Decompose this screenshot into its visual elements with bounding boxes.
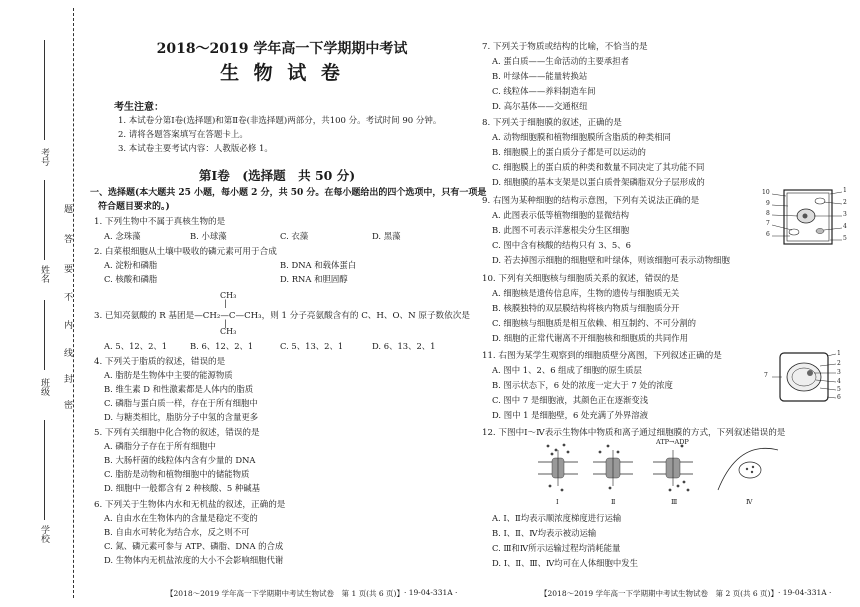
seal-char: 要 — [64, 265, 74, 275]
seal-char: 线 — [64, 349, 74, 359]
question-option: A. 淀粉和磷脂 — [104, 260, 158, 270]
question-stem: 8. 下列关于细胞膜的叙述，正确的是 — [482, 118, 622, 128]
page-code: · 19-04-331A · — [778, 588, 832, 597]
page-footer: 【2018～2019 学年高一下学期期中考试生物试卷 第 2 页(共 6 页)】 — [540, 589, 778, 598]
transport-label: Ⅲ — [671, 498, 678, 506]
cell-label: 10 — [762, 189, 770, 196]
page-code: · 19-04-331A · — [404, 588, 458, 597]
question-stem: 1. 下列生物中不属于真核生物的是 — [94, 217, 226, 227]
seal-char: 不 — [64, 293, 74, 303]
transport-label: Ⅰ — [556, 498, 559, 506]
question-stem: 6. 下列关于生物体内水和无机盐的叙述，正确的是 — [94, 500, 286, 510]
seal-dashed-line — [73, 8, 74, 598]
cell-label: 2 — [843, 199, 847, 206]
plasmo-label: 5 — [837, 386, 841, 393]
question-stem: 3. 已知亮氨酸的 R 基团是—CH₂—C—CH₃，则 1 分子亮氨酸含有的 C、H、O、N 原子数依次是 — [94, 311, 470, 321]
cell-label: 5 — [843, 235, 847, 242]
question-option: C. 线粒体——养料制造车间 — [492, 86, 596, 96]
transport-label: Ⅳ — [746, 498, 753, 506]
question-stem: 2. 白菜根细胞从土壤中吸收的磷元素可用于合成 — [94, 247, 277, 257]
question-option: B. 维生素 D 和性激素都是人体内的脂质 — [104, 384, 254, 394]
question-option: D. 若去掉图示细胞的细胞壁和叶绿体，则该细胞可表示动物细胞 — [492, 255, 730, 265]
question-option: B. 小球藻 — [190, 231, 227, 241]
question-option: D. 高尔基体——交通枢纽 — [492, 101, 588, 111]
question-option: D. RNA 和胆固醇 — [280, 274, 348, 284]
cell-label: 9 — [766, 200, 770, 207]
notice-item: 1. 本试卷分第Ⅰ卷(选择题)和第Ⅱ卷(非选择题)两部分，共100 分。考试时间 90 分钟。 — [118, 116, 442, 126]
cell-label: 7 — [766, 220, 770, 227]
cell-label: 8 — [766, 210, 770, 217]
binding-margin — [0, 0, 78, 607]
question-option: D. Ⅰ、Ⅱ、Ⅲ、Ⅳ均可在人体细胞中发生 — [492, 558, 639, 568]
question-option: C. 脂肪是动物和植物细胞中的储能物质 — [104, 469, 250, 479]
formula-bar: | — [224, 299, 227, 308]
membrane-transport-figure — [538, 440, 788, 506]
name-label: 姓名 — [39, 265, 49, 283]
question-option: A. Ⅰ、Ⅱ均表示顺浓度梯度进行运输 — [492, 513, 622, 523]
cell-label: 4 — [843, 223, 847, 230]
question-option: A. 磷脂分子存在于所有细胞中 — [104, 441, 216, 451]
question-stem: 5. 下列有关细胞中化合物的叙述，错误的是 — [94, 428, 260, 438]
plasmo-label: 3 — [837, 369, 841, 376]
question-option: C. 核酸和磷脂 — [104, 274, 158, 284]
plasmo-label: 2 — [837, 360, 841, 367]
question-option: A. 蛋白质——生命活动的主要承担者 — [492, 56, 629, 66]
formula-top: CH₃ — [220, 291, 237, 300]
seal-char: 答 — [64, 235, 74, 245]
cell-label: 6 — [766, 231, 770, 238]
atp-label: ATP→ADP — [656, 438, 689, 446]
part-1-title: 第Ⅰ卷 (选择题 共 50 分) — [198, 168, 356, 183]
notice-item: 3. 本试卷主要考试内容：人教版必修 1。 — [118, 144, 273, 154]
question-option: A. 动物细胞膜和植物细胞膜所含脂质的种类相同 — [492, 132, 671, 142]
question-option: B. 细胞膜上的蛋白质分子都是可以运动的 — [492, 147, 646, 157]
question-option: D. 细胞膜的基本支架是以蛋白质骨架磷脂双分子层形成的 — [492, 177, 705, 187]
plasmolysis-figure — [764, 350, 842, 406]
notice-item: 2. 请将各题答案填写在答题卡上。 — [118, 130, 248, 140]
question-option: A. 念珠藻 — [104, 231, 141, 241]
question-option: A. 此图表示低等植物细胞的显微结构 — [492, 210, 629, 220]
notice-heading: 考生注意： — [114, 102, 164, 113]
formula-bottom: CH₃ — [220, 327, 237, 336]
question-option: D. 生物体内无机盐浓度的大小不会影响细胞代谢 — [104, 555, 284, 565]
formula-bar: | — [224, 319, 227, 328]
question-option: A. 自由水在生物体内的含量是稳定不变的 — [104, 513, 258, 523]
question-stem: 12. 下图中Ⅰ～Ⅳ表示生物体中物质和离子通过细胞膜的方式，下列叙述错误的是 — [482, 428, 786, 438]
question-option: A. 脂肪是生物体中主要的能源物质 — [104, 370, 233, 380]
cell-label: 3 — [843, 211, 847, 218]
question-option: D. 细胞中一般都含有 2 种核酸、5 种碱基 — [104, 483, 261, 493]
question-stem: 11. 右图为某学生观察到的细胞质壁分离图，下列叙述正确的是 — [482, 351, 722, 361]
question-option: C. 5、13、2、1 — [280, 341, 344, 351]
plasmo-label: 1 — [837, 350, 841, 357]
question-option: D. 6、13、2、1 — [372, 341, 436, 351]
exam-subject-title: 生 物 试 卷 — [220, 62, 344, 84]
school-label: 学校 — [39, 525, 49, 543]
question-option: B. 图示状态下，6 处的浓度一定大于 7 处的浓度 — [492, 380, 673, 390]
question-option: C. 细胞膜上的蛋白质的种类和数量不同决定了其功能不同 — [492, 162, 705, 172]
class-line — [44, 300, 45, 370]
question-option: D. 黑藻 — [372, 231, 401, 241]
question-stem: 10. 下列有关细胞核与细胞质关系的叙述，错误的是 — [482, 274, 679, 284]
question-option: C. 图中含有核酸的结构只有 3、5、6 — [492, 240, 631, 250]
question-option: B. 核膜独特的双层膜结构将核内物质与细胞质分开 — [492, 303, 680, 313]
question-option: B. 叶绿体——能量转换站 — [492, 71, 588, 81]
question-option: B. 大肠杆菌的线粒体内含有少量的 DNA — [104, 455, 256, 465]
question-option: C. 氮、磷元素可参与 ATP、磷脂、DNA 的合成 — [104, 541, 284, 551]
school-line — [44, 420, 45, 520]
class-label: 班级 — [39, 378, 49, 396]
question-option: B. Ⅰ、Ⅱ、Ⅳ均表示被动运输 — [492, 528, 597, 538]
seal-char: 密 — [64, 401, 74, 411]
page-footer: 【2018～2019 学年高一下学期期中考试生物试卷 第 1 页(共 6 页)】 — [166, 589, 404, 598]
section-intro: 一、选择题(本大题共 25 小题，每小题 2 分，共 50 分。在每小题给出的四个选项中，只有一项是 — [90, 188, 487, 198]
question-option: B. 6、12、2、1 — [190, 341, 254, 351]
name-line — [44, 180, 45, 260]
question-option: B. 此图不可表示洋葱根尖分生区细胞 — [492, 225, 630, 235]
question-option: B. DNA 和载体蛋白 — [280, 260, 357, 270]
question-option: A. 图中 1、2、6 组成了细胞的原生质层 — [492, 365, 642, 375]
question-stem: 9. 右图为某种细胞的结构示意图，下列有关说法正确的是 — [482, 196, 700, 206]
question-option: C. Ⅲ和Ⅳ所示运输过程均消耗能量 — [492, 543, 621, 553]
question-stem: 7. 下列关于物质或结构的比喻，不恰当的是 — [482, 42, 648, 52]
seal-char: 题 — [64, 205, 74, 215]
exam-no-label: 考号 — [39, 148, 49, 166]
question-option: D. 与糖类相比，脂肪分子中氢的含量更多 — [104, 412, 259, 422]
plasmo-label: 6 — [837, 394, 841, 401]
exam-no-line — [44, 40, 45, 140]
question-option: C. 细胞核与细胞质是相互依赖、相互制约、不可分割的 — [492, 318, 697, 328]
transport-label: Ⅱ — [611, 498, 616, 506]
seal-char: 内 — [64, 321, 74, 331]
cell-label: 1 — [843, 187, 847, 194]
plasmo-label: 4 — [837, 378, 841, 385]
section-intro: 符合题目要求的。) — [98, 202, 170, 212]
question-stem: 4. 下列关于脂质的叙述，错误的是 — [94, 357, 226, 367]
question-option: C. 衣藻 — [280, 231, 309, 241]
question-option: A. 细胞核是遗传信息库，生物的遗传与细胞质无关 — [492, 288, 680, 298]
question-option: D. 细胞的正常代谢离不开细胞核和细胞质的共同作用 — [492, 333, 688, 343]
plasmo-label: 7 — [764, 372, 768, 379]
question-option: C. 磷脂与蛋白质一样，存在于所有细胞中 — [104, 398, 258, 408]
seal-char: 封 — [64, 375, 74, 385]
question-option: C. 图中 7 是细胞液，其颜色正在逐渐变浅 — [492, 395, 649, 405]
plant-cell-figure — [762, 186, 848, 250]
question-option: D. 图中 1 是细胞壁，6 处充满了外界溶液 — [492, 410, 649, 420]
question-option: A. 5、12、2、1 — [104, 341, 168, 351]
question-option: B. 自由水可转化为结合水，反之则不可 — [104, 527, 250, 537]
exam-header-title: 2018～2019 学年高一下学期期中考试 — [156, 41, 408, 57]
